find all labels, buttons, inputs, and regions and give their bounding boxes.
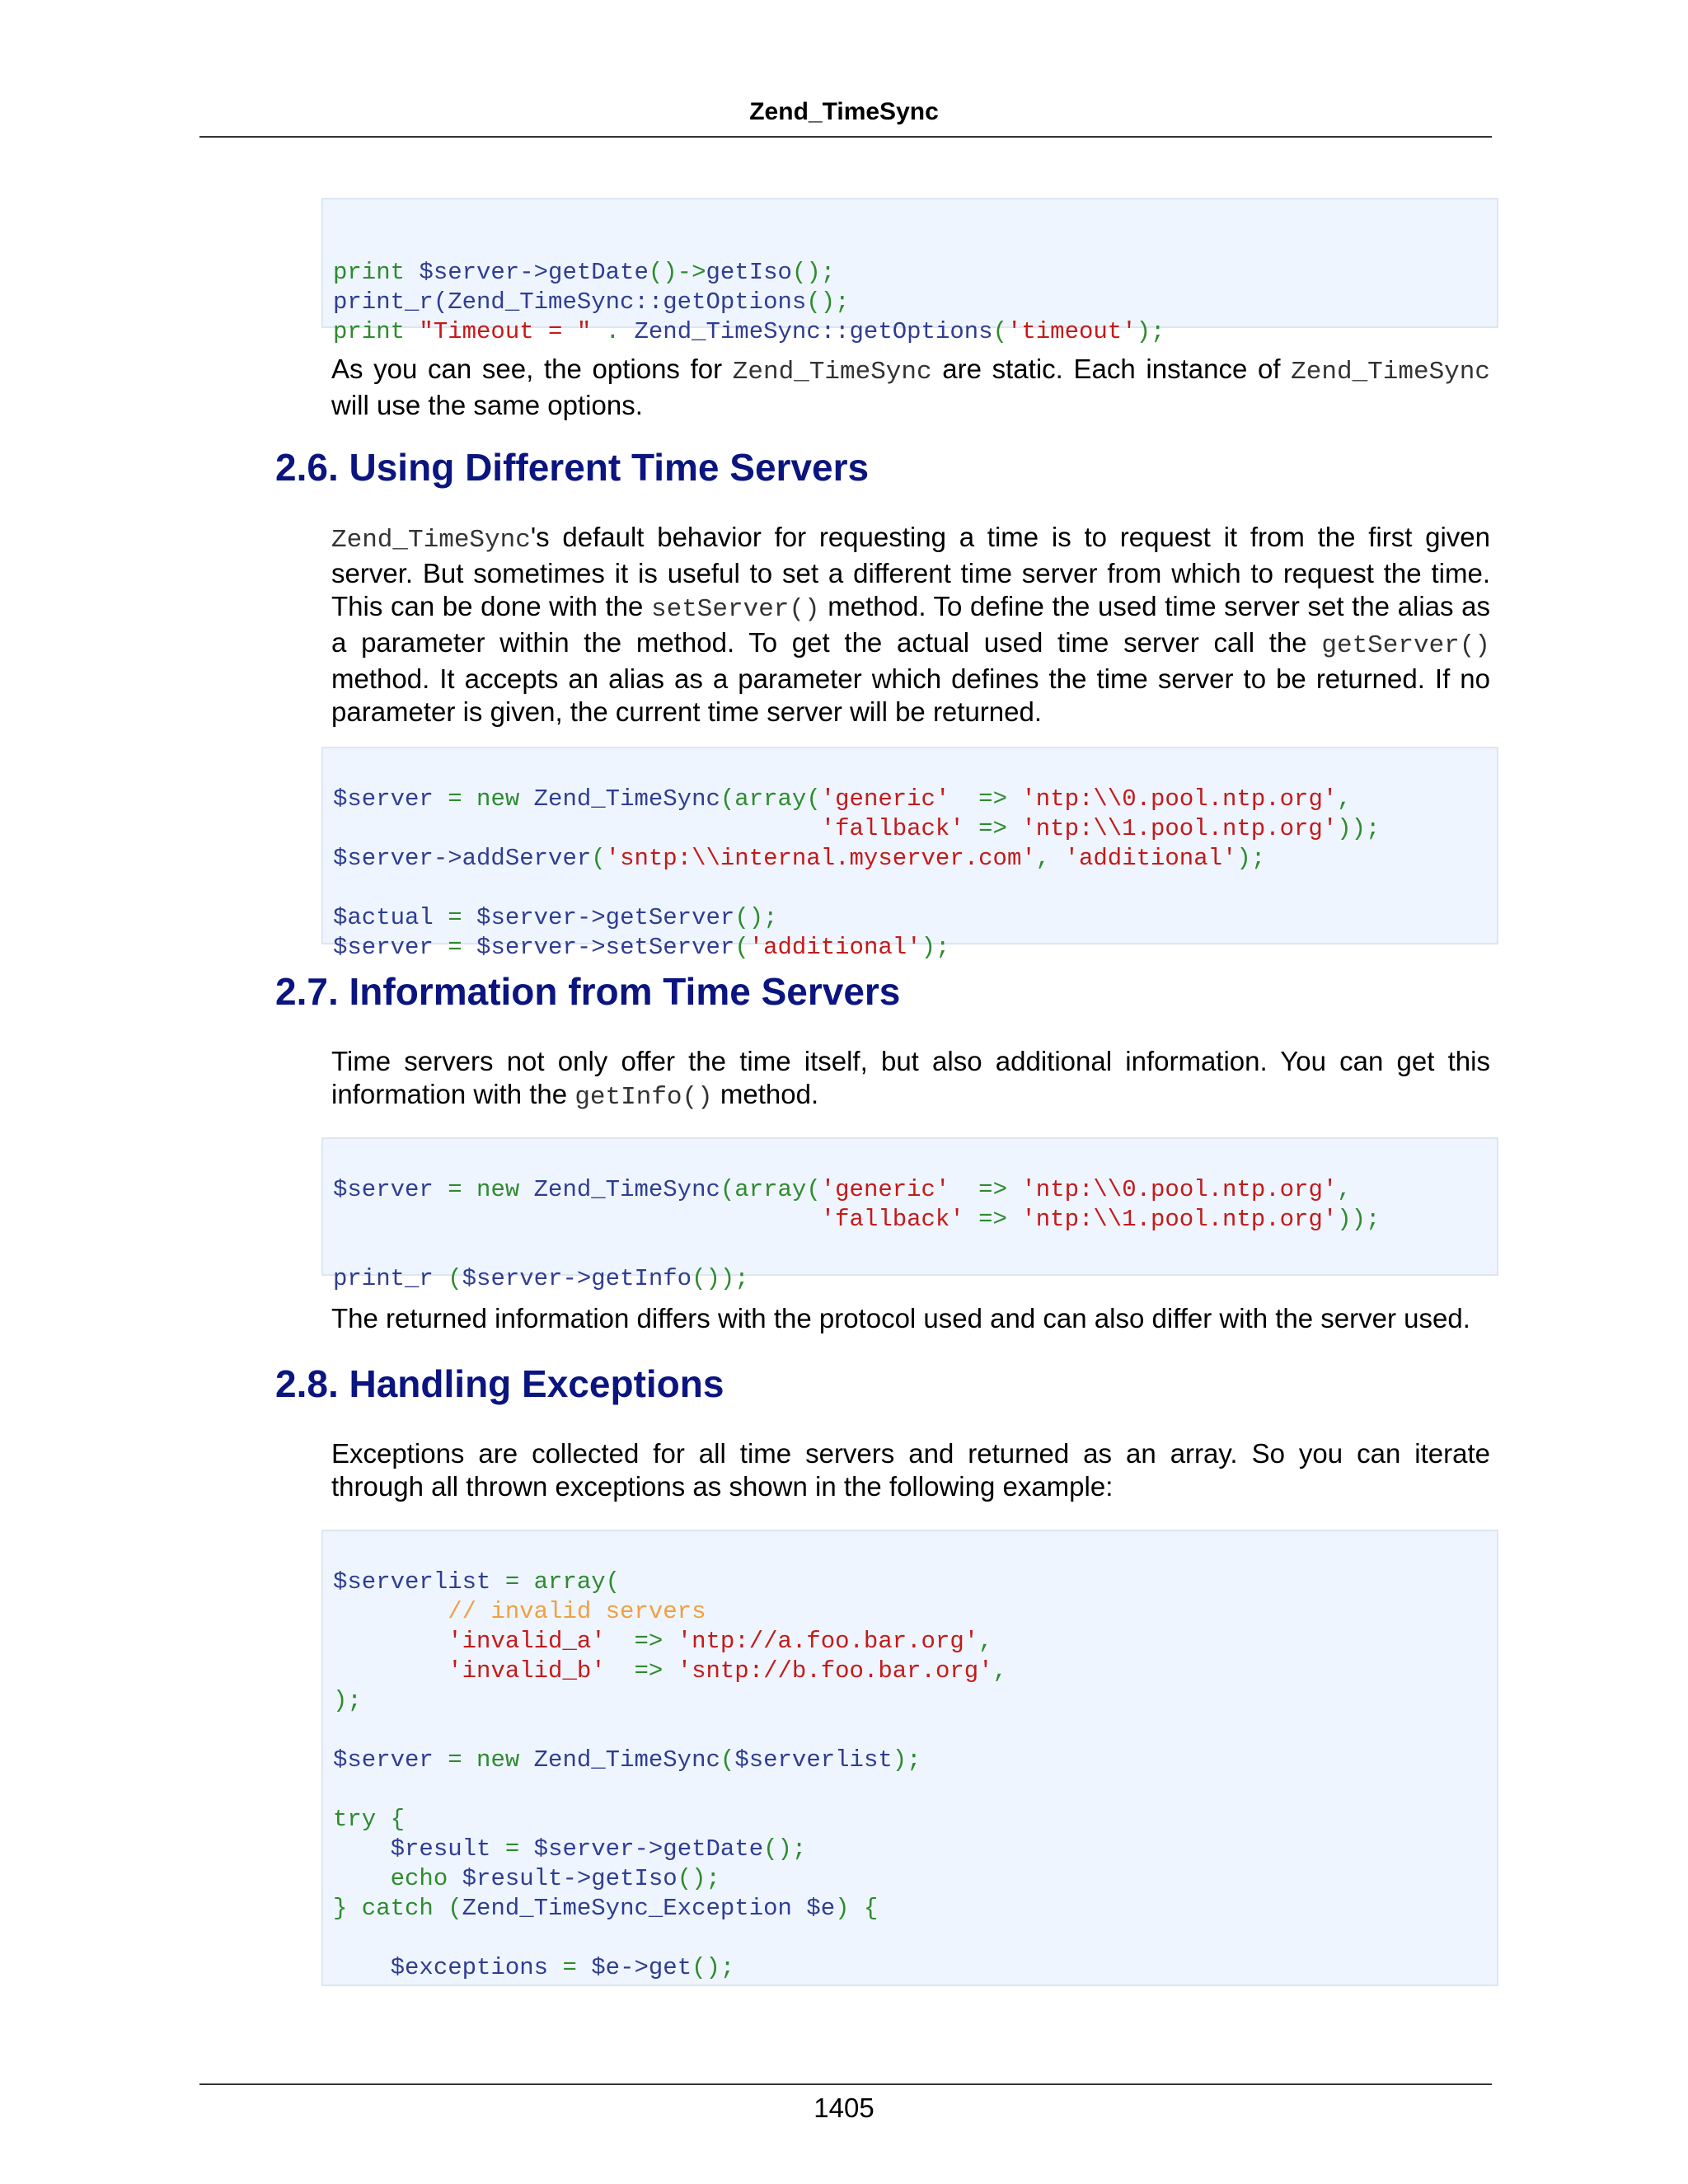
section-2-7-paragraph: Time servers not only offer the time itself, but also additional information. You can get this information with the getInfo() method. [331,1046,1490,1112]
section-2-6-paragraph: Zend_TimeSync's default behavior for requesting a time is to request it from the first given server. But sometimes it is useful to set a different time server from which to request the time. This can be done with the setServer() method. To define the used time server set the alias as a parameter within the method. To get the actual used time server call the getServer() method. It accepts an alias as a parameter which defines the time server to be returned. If no parameter is given, the current time server will be returned. [331,522,1490,727]
code-block-set-server [321,747,1498,961]
code-line [333,1775,1497,1805]
page-header-title: Zend_TimeSync [749,98,939,125]
code-line: echo $result->getIso(); [333,1865,720,1892]
code-line: print_r(Zend_TimeSync::getOptions(); [333,288,850,316]
code-line: // invalid servers [333,1598,706,1625]
code-line: 'fallback' => 'ntp:\\1.pool.ntp.org')); [820,815,1381,842]
code-line: $server = new Zend_TimeSync($serverlist); [333,1746,921,1774]
code-line: $server = $server->setServer('additional'); [333,934,950,961]
code-line: 'fallback' => 'ntp:\\1.pool.ntp.org')); [820,1206,1381,1233]
code-line: $exceptions = $e->get(); [390,1954,735,1981]
section-heading-2-6: 2.6. Using Different Time Servers [275,446,870,489]
code-line: $server = new Zend_TimeSync(array('generic' => 'ntp:\\0.pool.ntp.org', [333,1176,1352,1203]
code-line [333,1235,1497,1264]
code-block-options [321,198,1498,345]
code-line [333,1924,1497,1953]
code-line: ); [333,1687,362,1714]
section-heading-2-8: 2.8. Handling Exceptions [275,1362,724,1405]
code-line: } catch (Zend_TimeSync_Exception $e) { [333,1895,879,1922]
returned-info-paragraph: The returned information differs with the protocol used and can also differ with the server used. [331,1303,1470,1333]
code-line: $result = $server->getDate(); [390,1835,807,1863]
section-2-8-paragraph: Exceptions are collected for all time servers and returned as an array. So you can iterate through all thrown exceptions as shown in the following example: [331,1438,1490,1502]
code-line: print "Timeout = " . Zend_TimeSync::getOptions('timeout'); [333,318,1165,345]
code-line: print $server->getDate()->getIso(); [333,259,836,286]
code-line: try { [333,1806,406,1833]
code-line: 'invalid_a' => 'ntp://a.foo.bar.org', [448,1628,993,1655]
footer-rule [199,2083,1492,2085]
code-block-exceptions [321,1530,1498,1986]
code-block-get-info [321,1137,1498,1292]
page-number: 1405 [814,2093,874,2123]
code-line: 'invalid_b' => 'sntp://b.foo.bar.org', [448,1657,1007,1685]
code-line: $server->addServer('sntp:\\internal.myserver.com', 'additional'); [333,845,1266,872]
code-line: $actual = $server->getServer(); [333,904,778,931]
code-line [333,874,1497,903]
code-line: print_r ($server->getInfo()); [333,1265,749,1292]
code-line: $serverlist = array( [333,1568,621,1596]
section-heading-2-7: 2.7. Information from Time Servers [275,970,901,1013]
code-line [333,1716,1497,1746]
options-static-paragraph: As you can see, the options for Zend_TimeSync are static. Each instance of Zend_TimeSync will use the same options. [331,354,1490,420]
header-rule [199,136,1492,138]
code-line: $server = new Zend_TimeSync(array('generic' => 'ntp:\\0.pool.ntp.org', [333,785,1352,813]
